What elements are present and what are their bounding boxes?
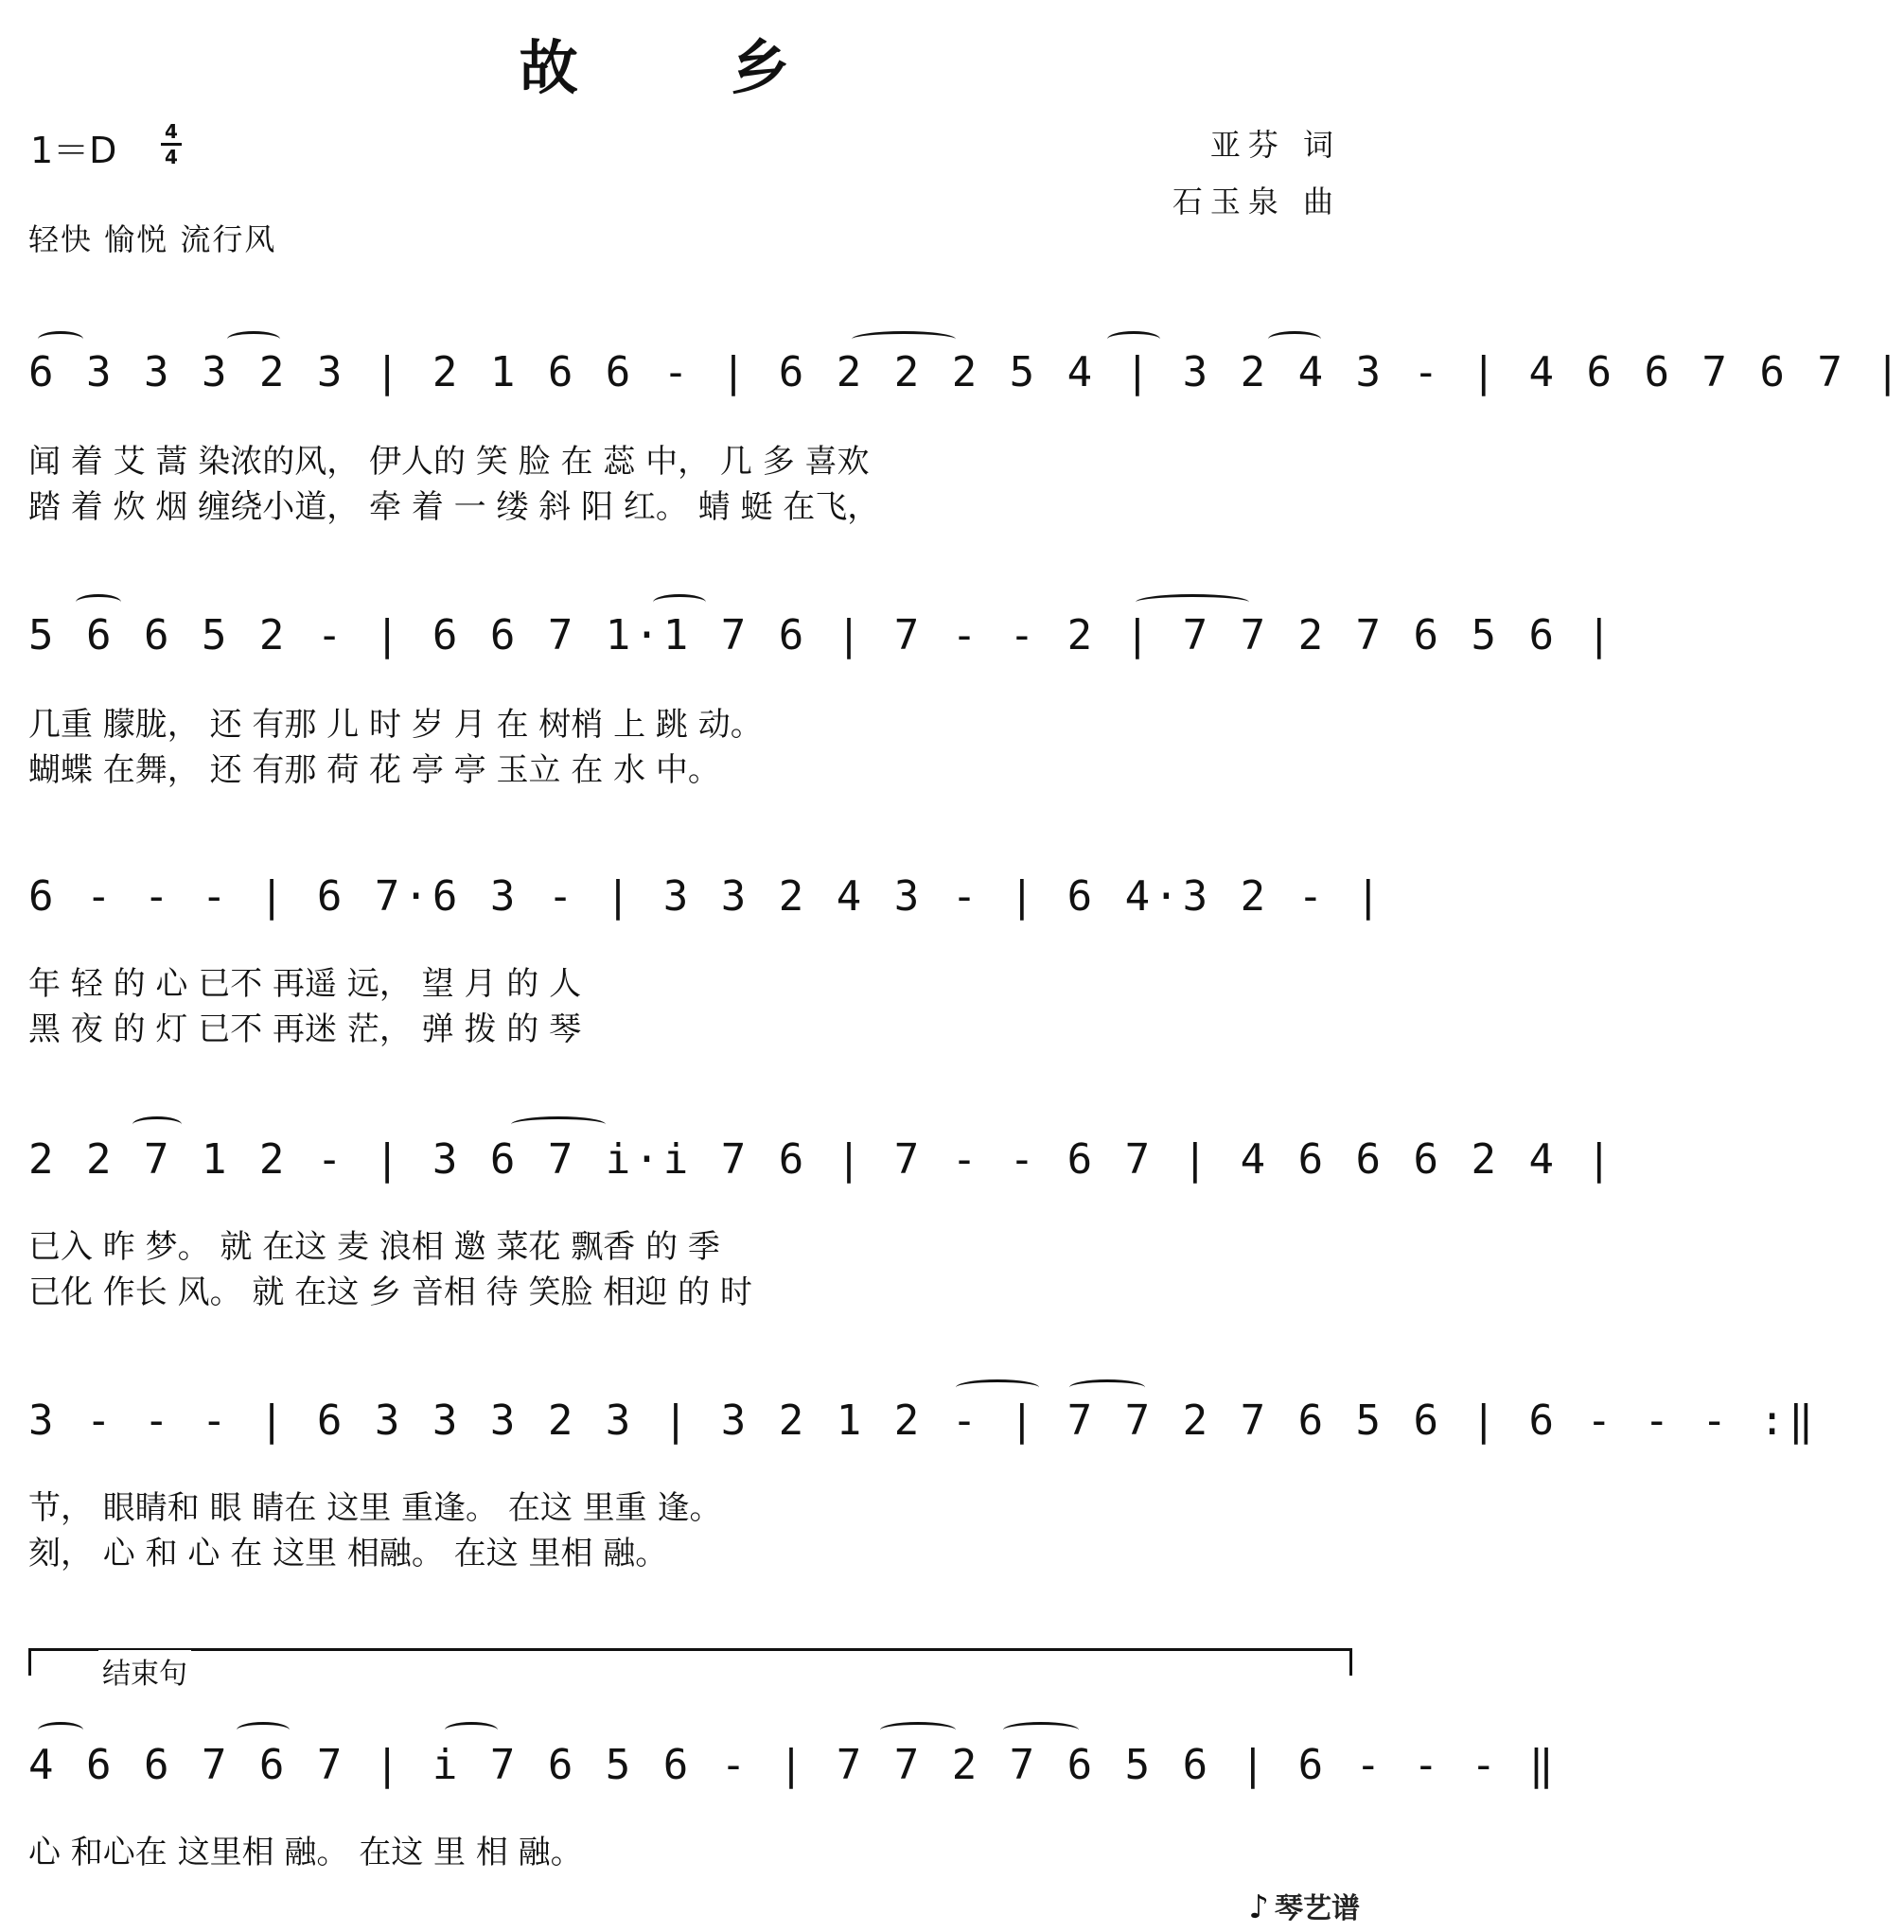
time-signature <box>161 121 182 167</box>
staff-line-2: 5 6 6 5 2 - | 6 6 7 1·1 7 6 | 7 - - 2 | 7 7 2 7 6 5 6 | <box>28 611 1615 659</box>
coda-bracket <box>28 1648 1352 1676</box>
staff-line-3: 6 - - - | 6 7·6 3 - | 3 3 2 4 3 - | 6 4·3 2 - | <box>28 872 1385 921</box>
page-title: 故 乡 <box>519 33 856 102</box>
watermark-logo <box>1248 1885 1360 1926</box>
tempo-marking: 轻快 愉悦 流行风 <box>28 221 277 257</box>
composer-credit: 石玉泉 曲 <box>1172 184 1341 220</box>
lyric-line-4a: 已入 昨 梦。 就 在这 麦 浪相 邀 菜花 飘香 的 季 <box>28 1228 720 1266</box>
lyric-line-3b: 黑 夜 的 灯 已不 再迷 茫， 弹 拨 的 琴 <box>28 1010 582 1048</box>
lyric-line-3a: 年 轻 的 心 已不 再遥 远， 望 月 的 人 <box>28 965 582 1003</box>
lyric-line-coda: 心 和心在 这里相 融。 在这 里 相 融。 <box>28 1834 583 1871</box>
time-signature-bottom: 4 <box>165 146 178 168</box>
lyricist-credit: 亚芬 词 <box>1209 127 1341 163</box>
key-signature: 1＝D <box>30 130 117 171</box>
watermark-text: 琴艺谱 <box>1275 1892 1360 1925</box>
lyric-line-1b: 踏 着 炊 烟 缠绕小道， 牵 着 一 缕 斜 阳 红。 蜻 蜓 在飞， <box>28 488 880 526</box>
lyric-line-5a: 节， 眼睛和 眼 睛在 这里 重逢。 在这 里重 逢。 <box>28 1489 722 1527</box>
lyric-line-1a: 闻 着 艾 蒿 染浓的风， 伊人的 笑 脸 在 蕊 中， 几 多 喜欢 <box>28 443 870 481</box>
lyric-line-2b: 蝴蝶 在舞， 还 有那 荷 花 亭 亭 玉立 在 水 中。 <box>28 751 720 789</box>
time-signature-top: 4 <box>165 120 178 143</box>
staff-line-1: 6 3 3 3 2 3 | 2 1 6 6 - | 6 2 2 2 5 4 | 3 2 4 3 - | 4 6 6 7 6 7 | <box>28 348 1904 396</box>
music-logo-icon: ♪ <box>1248 1888 1269 1926</box>
staff-line-coda: 4 6 6 7 6 7 | i 7 6 5 6 - | 7 7 2 7 6 5 6 | 6 - - - ‖ <box>28 1741 1558 1789</box>
staff-line-4: 2 2 7 1 2 - | 3 6 7 i·i 7 6 | 7 - - 6 7 | 4 6 6 6 2 4 | <box>28 1135 1615 1184</box>
lyric-line-2a: 几重 朦胧， 还 有那 儿 时 岁 月 在 树梢 上 跳 动。 <box>28 706 763 744</box>
coda-label: 结束句 <box>98 1650 191 1692</box>
lyric-line-4b: 已化 作长 风。 就 在这 乡 音相 待 笑脸 相迎 的 时 <box>28 1273 752 1311</box>
lyric-line-5b: 刻， 心 和 心 在 这里 相融。 在这 里相 融。 <box>28 1535 668 1572</box>
staff-line-5: 3 - - - | 6 3 3 3 2 3 | 3 2 1 2 - | 7 7 2 7 6 5 6 | 6 - - - :‖ <box>28 1396 1818 1445</box>
